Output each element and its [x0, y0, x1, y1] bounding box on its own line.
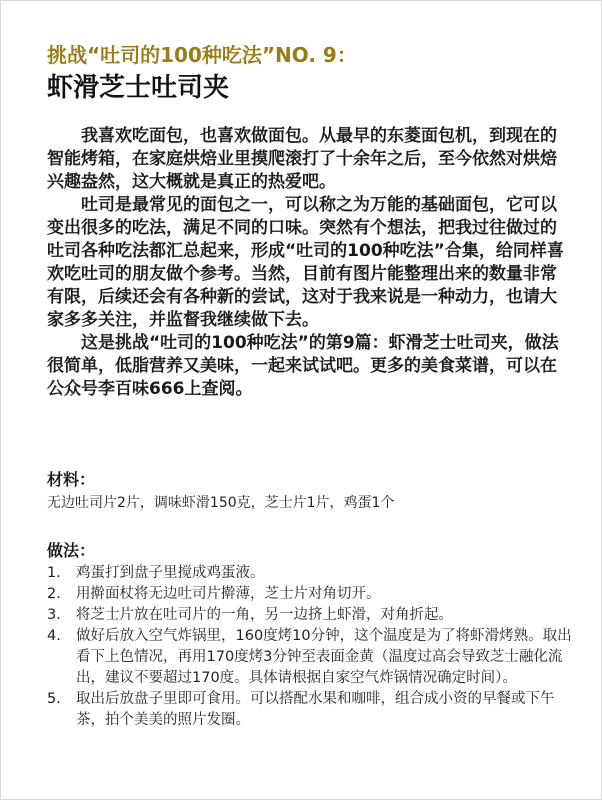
step-item [47, 605, 573, 626]
intro-paragraph: 我喜欢吃面包，也喜欢做面包。从最早的东菱面包机，到现在的智能烤箱，在家庭烘焙业里摸爬滚打了十余年之后，至今依然对烘焙兴趣盎然，这大概就是真正的热爱吧。 [47, 126, 557, 192]
step-text: 鸡蛋打到盘子里搅成鸡蛋液。 [76, 565, 265, 581]
step-text: 取出后放盘子里即可食用。可以搭配水果和咖啡，组合成小资的早餐或下午茶，拍个美美的照片发圈。 [76, 691, 555, 728]
step-text: 将芝士片放在吐司片的一角，另一边挤上虾滑，对角折起。 [76, 607, 453, 623]
step-number: 5. [47, 691, 61, 707]
step-item [47, 689, 573, 731]
step-number: 3. [47, 607, 61, 623]
step-item [47, 626, 573, 689]
materials-heading: 材料： [47, 470, 96, 489]
series-title: 挑战“吐司的100种吃法”NO. 9： [47, 43, 357, 67]
intro-paragraph: 吐司是最常见的面包之一，可以称之为万能的基础面包，它可以变出很多的吃法，满足不同的口味。突然有个想法，把我过往做过的吐司各种吃法都汇总起来，形成“吐司的100种吃法”合集，给同样喜欢吃吐司的朋友做个参考。当然，目前有图片能整理出来的数量非常有限，后续还会有各种新的尝试，这对于我来说是一种动力，也请大家多多关注，并监督我继续做下去。 [47, 195, 564, 330]
method-steps [47, 563, 573, 731]
step-item [47, 563, 573, 584]
step-text: 用擀面杖将无边吐司片擀薄，芝士片对角切开。 [76, 586, 381, 602]
materials-text: 无边吐司片2片，调味虾滑150克，芝士片1片，鸡蛋1个 [47, 495, 395, 511]
step-number: 2. [47, 586, 61, 602]
step-text: 做好后放入空气炸锅里，160度烤10分钟，这个温度是为了将虾滑烤熟。取出看下上色情况，再用170度烤3分钟至表面金黄（温度过高会导致芝士融化流出，建议不要超过170度。具体请根据自家空气炸锅情况确定时间）。 [76, 628, 572, 686]
step-number: 4. [47, 628, 61, 644]
intro-paragraph: 这是挑战“吐司的100种吃法”的第9篇：虾滑芝士吐司夹，做法很简单，低脂营养又美味，一起来试试吧。更多的美食菜谱，可以在公众号李百味666上查阅。 [47, 333, 559, 399]
method-heading: 做法： [47, 541, 96, 560]
step-number: 1. [47, 565, 61, 581]
intro-section [47, 125, 569, 401]
recipe-title: 虾滑芝士吐司夹 [47, 73, 230, 103]
step-item [47, 584, 573, 605]
